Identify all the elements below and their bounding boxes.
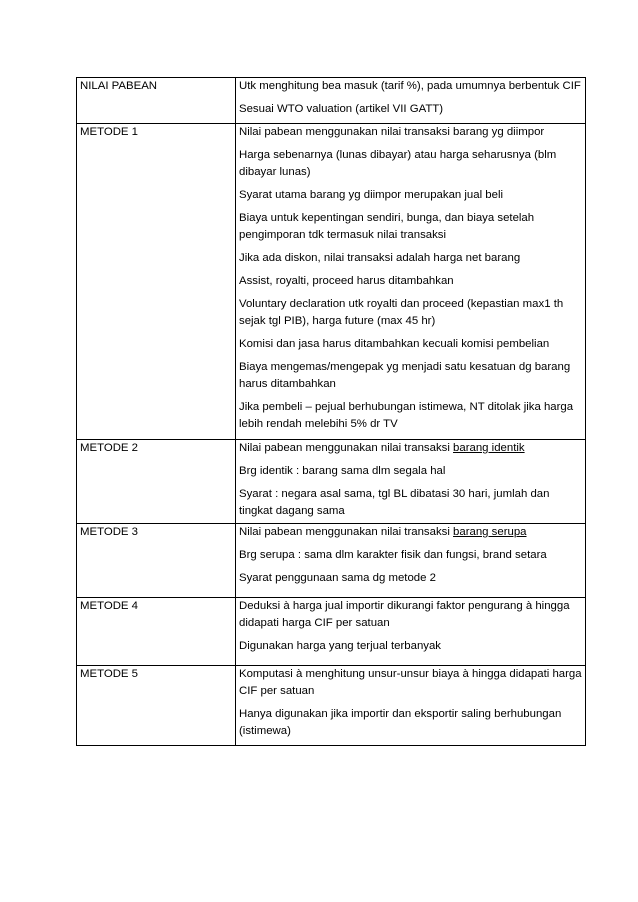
- row-content: [236, 78, 586, 124]
- row-content: [236, 440, 586, 524]
- row-label: METODE 5: [77, 666, 236, 746]
- row-content: [236, 666, 586, 746]
- content-line: [239, 524, 582, 541]
- content-line: Biaya untuk kepentingan sendiri, bunga, dan biaya setelah pengimporan tdk termasuk nilai transaksi: [239, 212, 535, 241]
- content-line: Syarat utama barang yg diimpor merupakan jual beli: [239, 189, 504, 201]
- line-text: Nilai pabean menggunakan nilai transaksi: [239, 442, 454, 454]
- content-line: Komisi dan jasa harus ditambahkan kecuali komisi pembelian: [239, 338, 550, 350]
- valuation-table: [76, 77, 586, 746]
- row-content: [236, 524, 586, 598]
- table-row: [77, 124, 586, 440]
- row-label: METODE 1: [77, 124, 236, 440]
- row-content: [236, 598, 586, 666]
- row-label: NILAI PABEAN: [77, 78, 236, 124]
- content-line: Brg serupa : sama dlm karakter fisik dan fungsi, brand setara: [239, 549, 547, 561]
- content-line: Digunakan harga yang terjual terbanyak: [239, 640, 442, 652]
- content-line: [239, 440, 582, 457]
- table-row: [77, 666, 586, 746]
- content-line: Assist, royalti, proceed harus ditambahkan: [239, 275, 454, 287]
- content-line: Komputasi à menghitung unsur-unsur biaya à hingga didapati harga CIF per satuan: [239, 668, 582, 697]
- content-line: Hanya digunakan jika importir dan eksportir saling berhubungan (istimewa): [239, 708, 562, 737]
- underlined-term: barang identik: [453, 442, 525, 454]
- underlined-term: barang serupa: [453, 526, 527, 538]
- line-text: Nilai pabean menggunakan nilai transaksi: [239, 526, 454, 538]
- content-line: Jika ada diskon, nilai transaksi adalah harga net barang: [239, 252, 521, 264]
- row-label: METODE 4: [77, 598, 236, 666]
- content-line: Syarat : negara asal sama, tgl BL dibatasi 30 hari, jumlah dan tingkat dagang sama: [239, 488, 550, 517]
- content-line: Biaya mengemas/mengepak yg menjadi satu kesatuan dg barang harus ditambahkan: [239, 361, 571, 390]
- content-line: Brg identik : barang sama dlm segala hal: [239, 465, 446, 477]
- row-label: METODE 3: [77, 524, 236, 598]
- table-row: [77, 598, 586, 666]
- content-line: Jika pembeli – pejual berhubungan istimewa, NT ditolak jika harga lebih rendah melebihi 5% dr TV: [239, 401, 574, 430]
- table-row: [77, 524, 586, 598]
- content-line: Sesuai WTO valuation (artikel VII GATT): [239, 103, 444, 115]
- content-line: Utk menghitung bea masuk (tarif %), pada umumnya berbentuk CIF: [239, 80, 581, 92]
- table-row: [77, 440, 586, 524]
- table-row: [77, 78, 586, 124]
- row-content: [236, 124, 586, 440]
- content-line: Harga sebenarnya (lunas dibayar) atau harga seharusnya (blm dibayar lunas): [239, 149, 557, 178]
- content-line: Syarat penggunaan sama dg metode 2: [239, 572, 436, 584]
- content-line: Voluntary declaration utk royalti dan proceed (kepastian max1 th sejak tgl PIB), harga future (max 45 hr): [239, 298, 564, 327]
- content-line: Nilai pabean menggunakan nilai transaksi barang yg diimpor: [239, 126, 545, 138]
- content-line: Deduksi à harga jual importir dikurangi faktor pengurang à hingga didapati harga CIF per satuan: [239, 600, 570, 629]
- row-label: METODE 2: [77, 440, 236, 524]
